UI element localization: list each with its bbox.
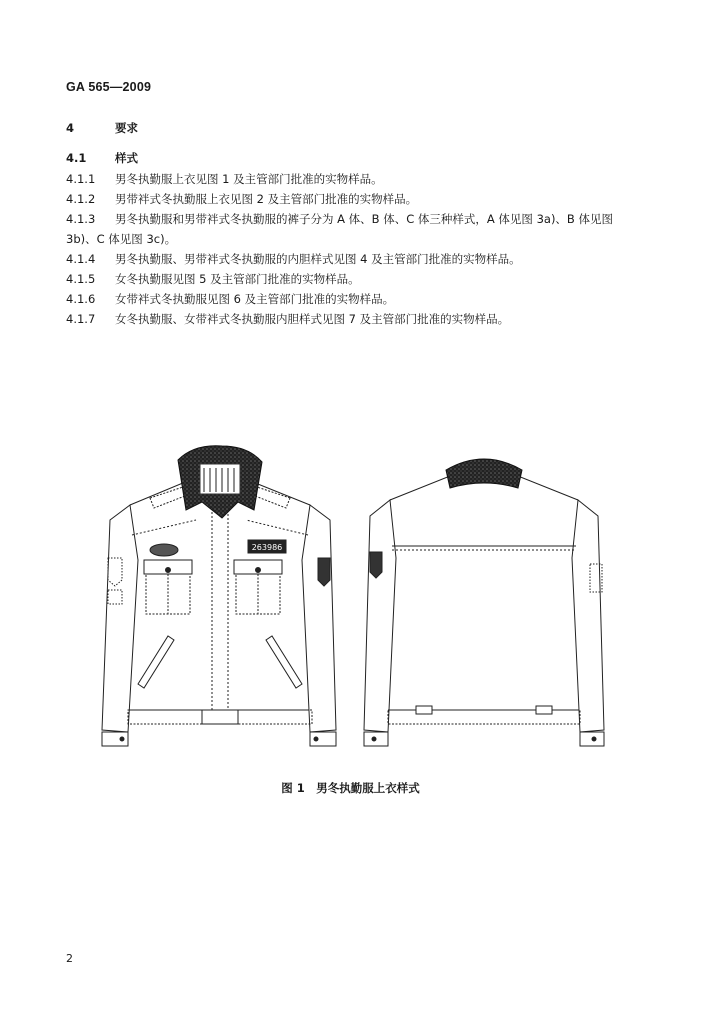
clause-4-1-2 — [66, 189, 646, 209]
subsection-heading — [66, 148, 646, 169]
section-heading — [66, 118, 646, 148]
clause-number: 4.1.1 — [66, 172, 96, 186]
page-number: 2 — [66, 952, 73, 965]
requirements-text — [66, 118, 646, 329]
subsection-number: 4.1 — [66, 151, 87, 165]
clause-number: 4.1.2 — [66, 192, 96, 206]
jacket-front-view — [102, 446, 336, 746]
clause-text: 男冬执勤服、男带袢式冬执勤服的内胆样式见图 4 及主管部门批准的实物样品。 — [115, 252, 521, 266]
jacket-figure — [98, 440, 618, 770]
clause-4-1-5 — [66, 269, 646, 289]
clause-text: 女冬执勤服、女带袢式冬执勤服内胆样式见图 7 及主管部门批准的实物样品。 — [115, 312, 510, 326]
clause-number: 4.1.6 — [66, 292, 96, 306]
standard-number: GA 565—2009 — [66, 80, 152, 94]
clause-number: 4.1.5 — [66, 272, 96, 286]
clause-4-1-1 — [66, 169, 646, 189]
clause-text: 女冬执勤服见图 5 及主管部门批准的实物样品。 — [115, 272, 360, 286]
clause-4-1-4 — [66, 249, 646, 269]
jacket-drawings — [98, 440, 618, 770]
clause-4-1-3 — [66, 209, 646, 249]
subsection-title: 样式 — [115, 151, 138, 165]
clause-4-1-6 — [66, 289, 646, 309]
clause-number: 4.1.4 — [66, 252, 96, 266]
badge-number: 263986 — [251, 543, 283, 552]
clause-text: 男带袢式冬执勤服上衣见图 2 及主管部门批准的实物样品。 — [115, 192, 418, 206]
clause-number: 4.1.3 — [66, 212, 96, 226]
section-number: 4 — [66, 121, 75, 135]
section-title: 要求 — [115, 121, 138, 135]
jacket-back-view — [364, 459, 604, 746]
figure-caption: 图 1 男冬执勤服上衣样式 — [281, 781, 420, 795]
clause-text: 男冬执勤服上衣见图 1 及主管部门批准的实物样品。 — [115, 172, 383, 186]
clause-number: 4.1.7 — [66, 312, 96, 326]
clause-4-1-7 — [66, 309, 646, 329]
clause-text: 男冬执勤服和男带袢式冬执勤服的裤子分为 A 体、B 体、C 体三种样式，A 体见图 3a)、B 体见图 3b)、C 体见图 3c)。 — [66, 212, 613, 246]
clause-text: 女带袢式冬执勤服见图 6 及主管部门批准的实物样品。 — [115, 292, 395, 306]
